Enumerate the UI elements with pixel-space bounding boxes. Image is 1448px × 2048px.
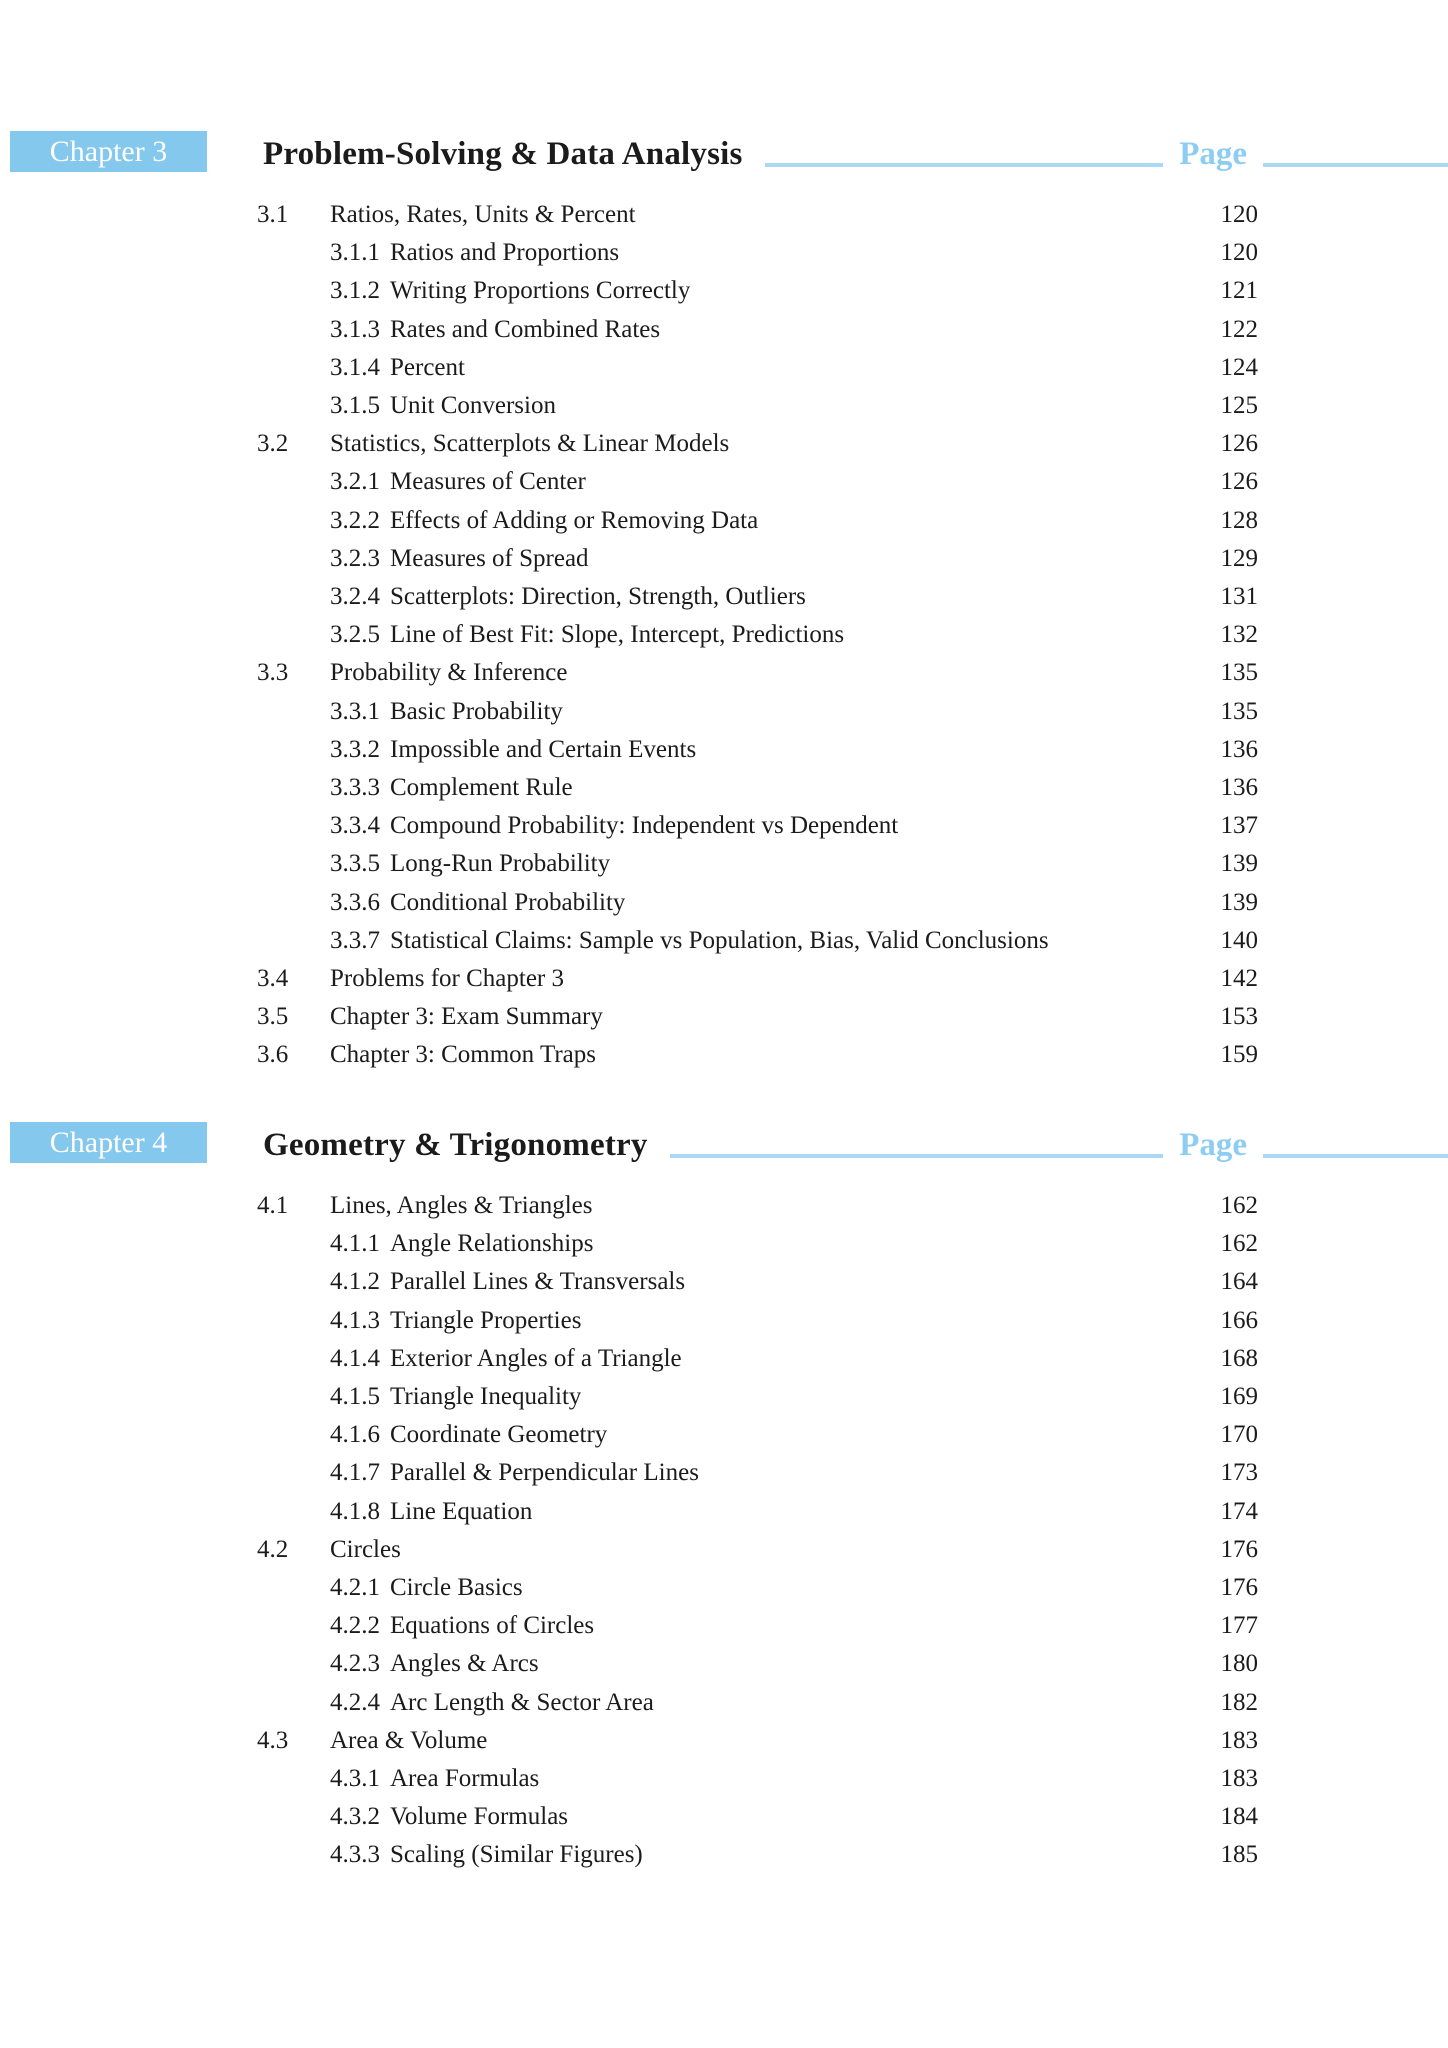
section-title: Line Equation [390,1497,533,1525]
section-number: 3.3.7 [330,926,380,954]
page-number: 121 [1220,277,1258,305]
section-title: Complement Rule [390,774,573,802]
toc-row [257,1416,1258,1454]
section-number: 3.2.1 [330,468,380,496]
section-number: 4.3 [257,1726,289,1754]
section-number: 3.3.5 [330,850,380,878]
toc-row [257,1454,1258,1492]
page-number: 131 [1220,583,1258,611]
page-number: 180 [1220,1650,1258,1678]
section-title: Probability & Inference [330,659,568,687]
toc-row [257,922,1258,960]
toc-row [257,769,1258,807]
section-title: Circles [330,1535,401,1563]
chapter-entries [257,196,1258,1075]
section-number: 3.2.2 [330,506,380,534]
page-number: 124 [1220,353,1258,381]
section-number: 3.1.1 [330,239,380,267]
page-column-header: Page [1179,136,1247,172]
page-number: 177 [1220,1612,1258,1640]
section-title: Percent [390,353,465,381]
section-title: Chapter 3: Exam Summary [330,1003,603,1031]
section-number: 3.1.4 [330,353,380,381]
toc-row [257,1378,1258,1416]
section-title: Arc Length & Sector Area [390,1688,654,1716]
page-number: 159 [1220,1041,1258,1069]
chapter-title: Problem-Solving & Data Analysis [263,136,743,172]
toc-row [257,272,1258,310]
page-number: 174 [1220,1497,1258,1525]
section-number: 3.2 [257,430,289,458]
header-rule-right [1263,163,1448,167]
section-number: 3.6 [257,1041,289,1069]
section-title: Parallel & Perpendicular Lines [390,1459,699,1487]
page-number: 136 [1220,774,1258,802]
chapter-badge: Chapter 4 [10,1122,207,1163]
section-number: 3.4 [257,965,289,993]
chapter-block [0,131,1448,1075]
toc-row [257,349,1258,387]
section-title: Impossible and Certain Events [390,735,697,763]
section-number: 3.3.4 [330,812,380,840]
header-rule-left [670,1154,1164,1158]
section-number: 4.1.3 [330,1306,380,1334]
toc-row [257,1302,1258,1340]
page-number: 183 [1220,1726,1258,1754]
page-number: 132 [1220,621,1258,649]
section-number: 4.1.4 [330,1344,380,1372]
section-title: Measures of Spread [390,544,589,572]
section-number: 4.2.2 [330,1612,380,1640]
section-number: 3.1.5 [330,392,380,420]
section-number: 4.2.4 [330,1688,380,1716]
toc-row [257,1760,1258,1798]
toc-row [257,1493,1258,1531]
section-title: Measures of Center [390,468,586,496]
section-title: Circle Basics [390,1574,523,1602]
section-title: Lines, Angles & Triangles [330,1192,593,1219]
page-number: 183 [1220,1765,1258,1793]
section-number: 4.1.8 [330,1497,380,1525]
chapter-entries [257,1187,1258,1875]
section-number: 3.3.3 [330,774,380,802]
page-column-header: Page [1179,1127,1247,1163]
toc-row [257,1225,1258,1263]
page-number: 164 [1220,1268,1258,1296]
page-number: 142 [1220,965,1258,993]
page-number: 122 [1220,315,1258,343]
toc-row [257,1569,1258,1607]
toc-row [257,731,1258,769]
section-number: 4.1.5 [330,1383,380,1411]
section-title: Basic Probability [390,697,563,725]
section-title: Area & Volume [330,1726,488,1754]
toc-row [257,998,1258,1036]
page-number: 139 [1220,850,1258,878]
toc-row [257,387,1258,425]
chapter-title: Geometry & Trigonometry [263,1127,648,1163]
section-number: 4.3.2 [330,1803,380,1831]
section-title: Compound Probability: Independent vs Dependent [390,812,899,840]
toc-row [257,540,1258,578]
page-number: 173 [1220,1459,1258,1487]
section-title: Scaling (Similar Figures) [390,1841,643,1869]
section-number: 4.2.1 [330,1574,380,1602]
section-number: 4.2 [257,1535,289,1563]
section-title: Problems for Chapter 3 [330,965,564,993]
toc-row [257,693,1258,731]
section-number: 3.1 [257,201,289,228]
section-number: 3.3.2 [330,735,380,763]
section-title: Area Formulas [390,1765,540,1793]
toc-row [257,425,1258,463]
toc-row [257,502,1258,540]
page-number: 120 [1220,201,1258,228]
section-title: Angle Relationships [390,1230,594,1258]
chapter-badge: Chapter 3 [10,131,207,172]
toc-row [257,311,1258,349]
section-number: 4.2.3 [330,1650,380,1678]
toc-row [257,616,1258,654]
section-title: Rates and Combined Rates [390,315,661,343]
toc-row [257,807,1258,845]
section-number: 4.1.7 [330,1459,380,1487]
section-number: 3.3.1 [330,697,380,725]
page-number: 185 [1220,1841,1258,1869]
toc-row [257,1684,1258,1722]
section-number: 3.2.4 [330,583,380,611]
page-number: 126 [1220,430,1258,458]
section-title: Coordinate Geometry [390,1421,608,1449]
section-title: Ratios and Proportions [390,239,620,267]
page-number: 168 [1220,1344,1258,1372]
section-title: Ratios, Rates, Units & Percent [330,201,636,228]
section-title: Volume Formulas [390,1803,569,1831]
page-number: 176 [1220,1574,1258,1602]
page-number: 120 [1220,239,1258,267]
page-number: 182 [1220,1688,1258,1716]
page-number: 140 [1220,926,1258,954]
toc-row [257,1036,1258,1074]
page-number: 153 [1220,1003,1258,1031]
page-number: 184 [1220,1803,1258,1831]
section-title: Statistics, Scatterplots & Linear Models [330,430,730,458]
section-title: Statistical Claims: Sample vs Population, Bias, Valid Conclusions [390,926,1049,954]
toc-row [257,960,1258,998]
section-number: 4.3.1 [330,1765,380,1793]
section-number: 3.5 [257,1003,289,1031]
page-number: 135 [1220,697,1258,725]
header-rule-left [765,163,1164,167]
section-number: 3.2.5 [330,621,380,649]
section-number: 4.1.6 [330,1421,380,1449]
toc-row [257,1722,1258,1760]
section-title: Effects of Adding or Removing Data [390,506,759,534]
toc-row [257,1340,1258,1378]
section-title: Unit Conversion [390,392,556,420]
toc-row [257,463,1258,501]
section-title: Angles & Arcs [390,1650,539,1678]
section-title: Parallel Lines & Transversals [390,1268,686,1296]
chapter-header [0,1122,1448,1168]
section-title: Triangle Inequality [390,1383,582,1411]
toc-row [257,1531,1258,1569]
toc-row [257,1836,1258,1874]
toc-row [257,1187,1258,1225]
section-title: Line of Best Fit: Slope, Intercept, Predictions [390,621,845,649]
page-number: 162 [1220,1192,1258,1219]
page-number: 139 [1220,888,1258,916]
section-title: Exterior Angles of a Triangle [390,1344,682,1372]
section-number: 4.1 [257,1192,289,1219]
toc-row [257,196,1258,234]
page-number: 136 [1220,735,1258,763]
section-title: Conditional Probability [390,888,626,916]
toc-row [257,578,1258,616]
section-number: 3.1.3 [330,315,380,343]
page-number: 128 [1220,506,1258,534]
chapter-block [0,1122,1448,1875]
section-title: Chapter 3: Common Traps [330,1041,596,1069]
section-title: Scatterplots: Direction, Strength, Outliers [390,583,806,611]
page-number: 170 [1220,1421,1258,1449]
page-number: 166 [1220,1306,1258,1334]
toc-row [257,1263,1258,1301]
page-number: 126 [1220,468,1258,496]
page-number: 169 [1220,1383,1258,1411]
section-title: Equations of Circles [390,1612,595,1640]
page-number: 162 [1220,1230,1258,1258]
page-number: 129 [1220,544,1258,572]
header-rule-right [1263,1154,1448,1158]
section-title: Long-Run Probability [390,850,611,878]
page-number: 135 [1220,659,1258,687]
section-title: Triangle Properties [390,1306,582,1334]
section-title: Writing Proportions Correctly [390,277,691,305]
page-number: 137 [1220,812,1258,840]
chapter-header [0,131,1448,177]
toc-row [257,845,1258,883]
toc-row [257,654,1258,692]
toc-row [257,234,1258,272]
toc-row [257,1645,1258,1683]
section-number: 4.1.1 [330,1230,380,1258]
toc-row [257,1607,1258,1645]
section-number: 4.1.2 [330,1268,380,1296]
section-number: 3.3.6 [330,888,380,916]
section-number: 3.1.2 [330,277,380,305]
page-number: 125 [1220,392,1258,420]
toc-row [257,1798,1258,1836]
section-number: 4.3.3 [330,1841,380,1869]
section-number: 3.3 [257,659,289,687]
toc-row [257,884,1258,922]
section-number: 3.2.3 [330,544,380,572]
page-number: 176 [1220,1535,1258,1563]
